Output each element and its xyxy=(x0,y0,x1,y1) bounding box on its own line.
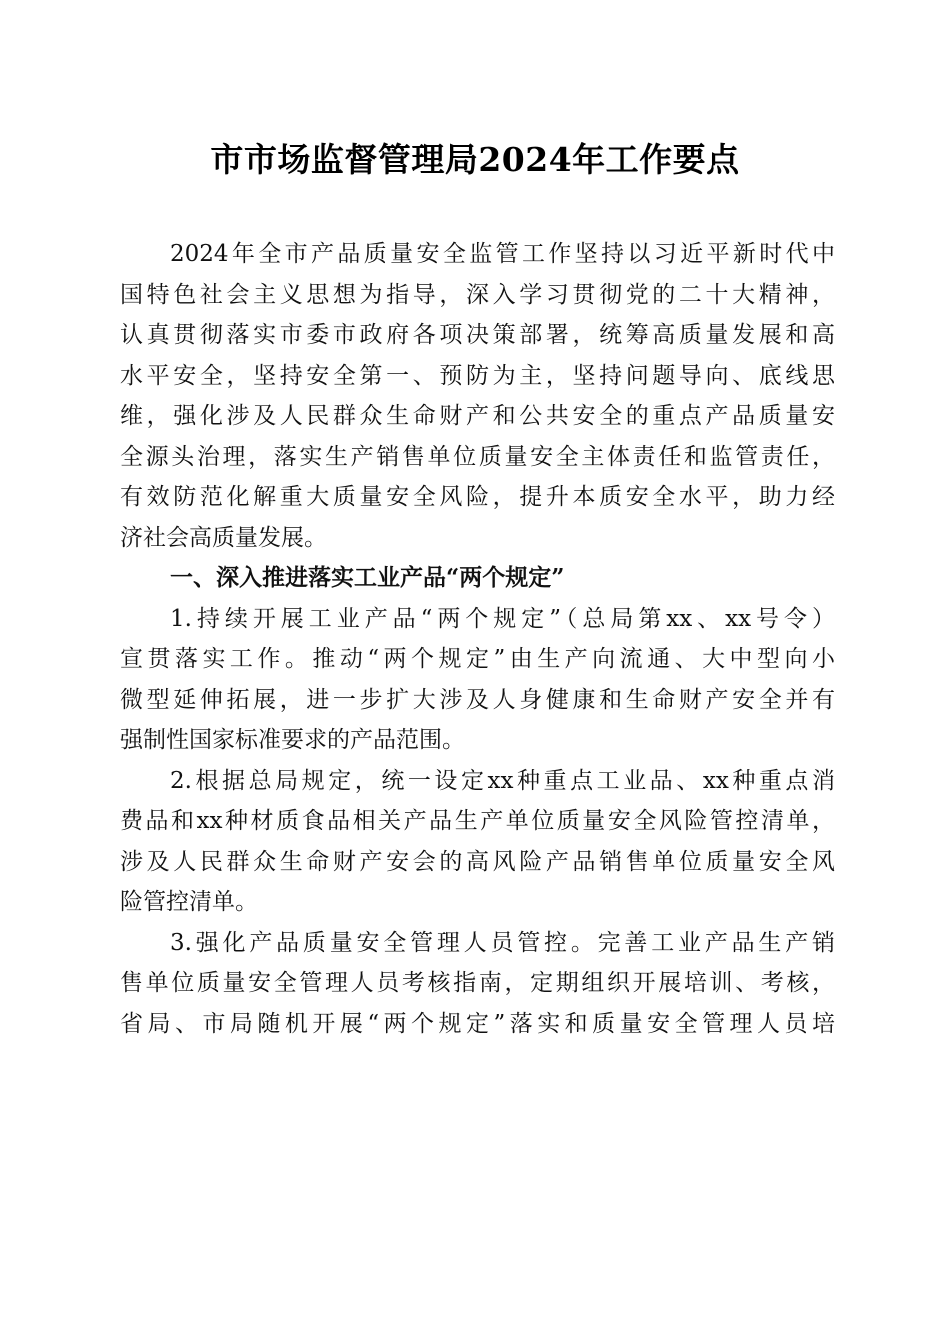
item-1-line-4: 强制性国家标准要求的产品范围。 xyxy=(120,727,465,753)
item-2-line-3: 涉及人民群众生命财产安会的高风险产品销售单位质量安全风 xyxy=(120,848,835,875)
intro-line-3: 认真贯彻落实市委市政府各项决策部署，统筹高质量发展和高 xyxy=(120,322,835,348)
intro-line-2: 国特色社会主义思想为指导，深入学习贯彻党的二十大精神， xyxy=(120,281,835,308)
intro-line-4: 水平安全，坚持安全第一、预防为主，坚持问题导向、底线思 xyxy=(120,362,835,389)
document-body xyxy=(120,234,835,1044)
item-3-line-2: 售单位质量安全管理人员考核指南，定期组织开展培训、考核， xyxy=(120,970,835,996)
item-1-line-3: 微型延伸拓展，进一步扩大涉及人身健康和生命财产安全并有 xyxy=(120,686,835,713)
section-heading: 一、深入推进落实工业产品“两个规定” xyxy=(170,564,565,591)
intro-line-8: 济社会高质量发展。 xyxy=(120,524,327,551)
intro-line-6: 全源头治理，落实生产销售单位质量安全主体责任和监管责任， xyxy=(120,443,835,470)
item-3-line-3: 省局、市局随机开展“两个规定”落实和质量安全管理人员培 xyxy=(120,1010,835,1037)
intro-line-1: 2024年全市产品质量安全监管工作坚持以习近平新时代中 xyxy=(170,241,835,267)
intro-line-7: 有效防范化解重大质量安全风险，提升本质安全水平，助力经 xyxy=(120,484,835,510)
item-2-line-2: 费品和xx种材质食品相关产品生产单位质量安全风险管控清单， xyxy=(120,808,835,834)
item-2-line-4: 险管控清单。 xyxy=(120,889,258,915)
item-3-line-1: 3.强化产品质量安全管理人员管控。完善工业产品生产销 xyxy=(170,929,835,956)
item-1-line-2: 宣贯落实工作。推动“两个规定”由生产向流通、大中型向小 xyxy=(120,646,835,672)
item-1-line-1: 1.持续开展工业产品“两个规定”（总局第xx、xx号令） xyxy=(170,605,835,632)
item-2-line-1: 2.根据总局规定，统一设定xx种重点工业品、xx种重点消 xyxy=(170,767,835,794)
document-title: 市市场监督管理局2024年工作要点 xyxy=(210,140,740,179)
intro-line-5: 维，强化涉及人民群众生命财产和公共安全的重点产品质量安 xyxy=(120,403,835,429)
